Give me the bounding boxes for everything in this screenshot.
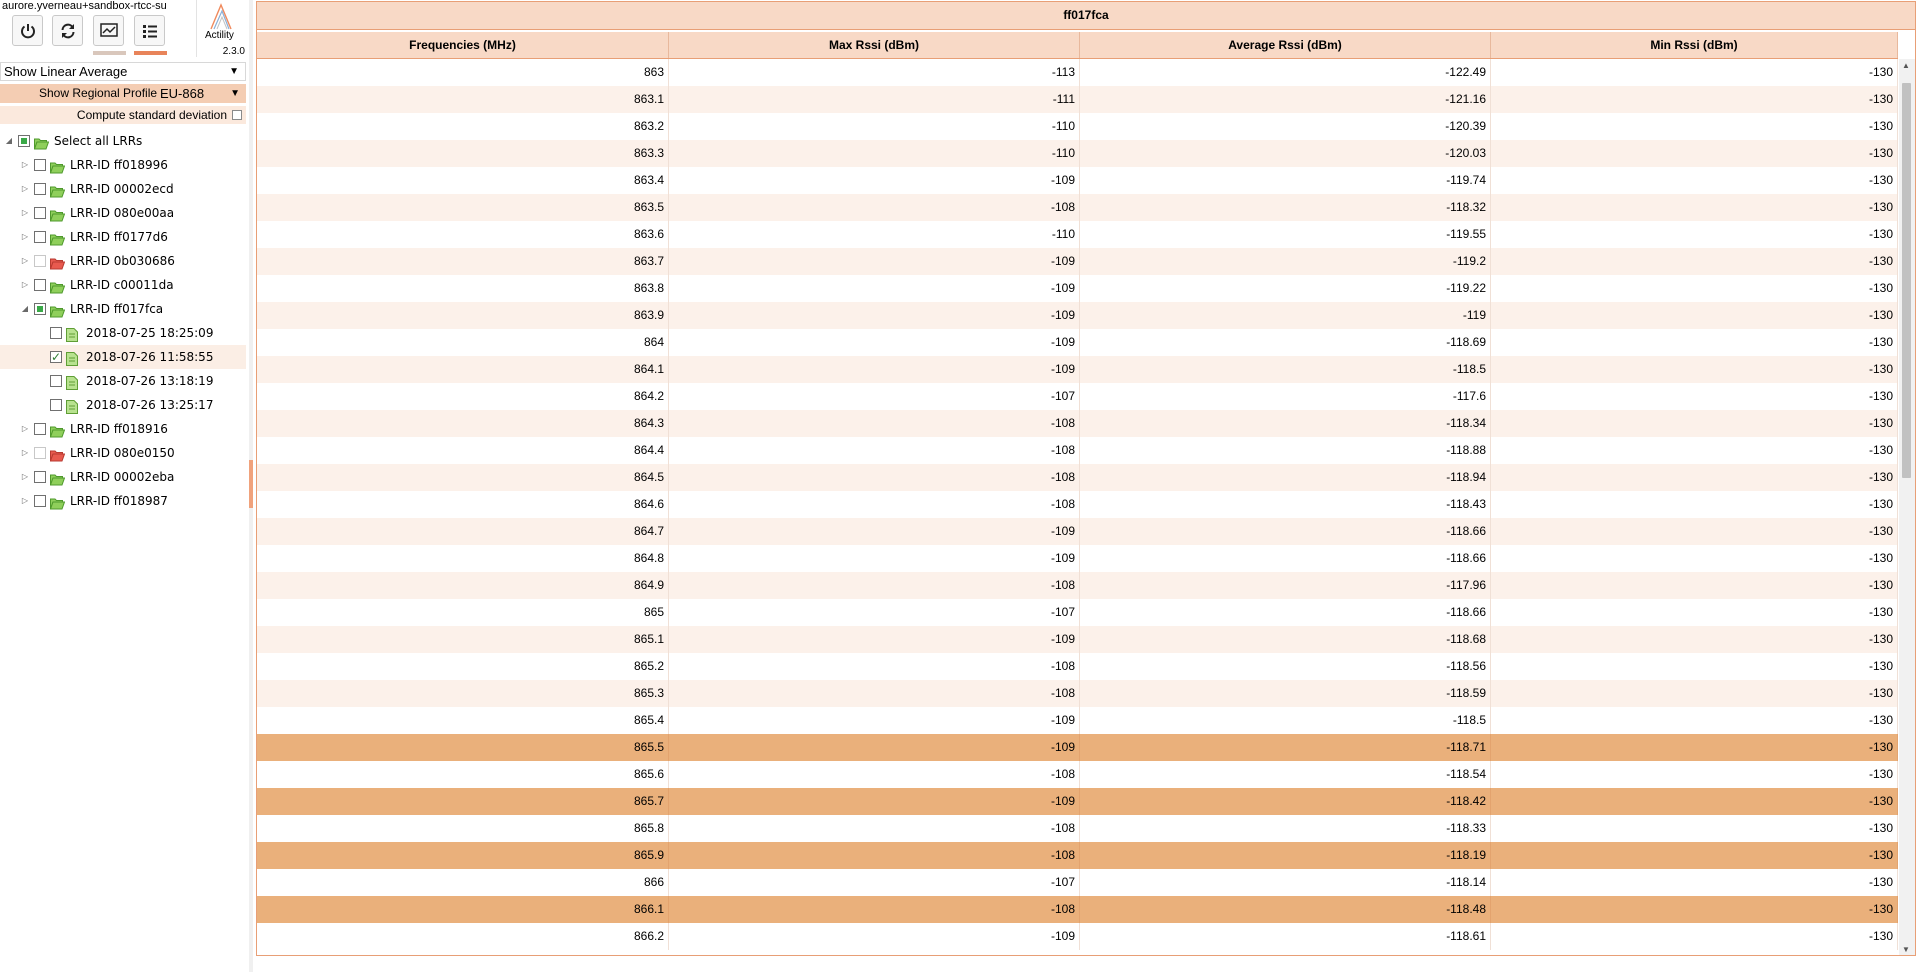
column-header-max-rssi[interactable]: Max Rssi (dBm): [669, 32, 1080, 58]
actility-logo-icon: [207, 2, 237, 32]
tree-node-capture[interactable]: [0, 369, 246, 393]
tree-checkbox[interactable]: [50, 351, 62, 363]
rssi-grid: [256, 1, 1916, 956]
cell-frequency: 865.8: [257, 815, 669, 842]
cell-min-rssi: -130: [1491, 896, 1898, 923]
cell-max-rssi: -109: [669, 626, 1080, 653]
cell-min-rssi: -130: [1491, 842, 1898, 869]
average-mode-value: Show Linear Average: [4, 64, 128, 79]
tree-node-label: LRR-ID 0b030686: [70, 254, 175, 268]
tree-node-lrr[interactable]: [0, 201, 246, 225]
tree-node-label: 2018-07-26 13:18:19: [86, 374, 214, 388]
cell-avg-rssi: -118.43: [1080, 491, 1491, 518]
cell-frequency: 865.5: [257, 734, 669, 761]
cell-frequency: 864.5: [257, 464, 669, 491]
user-name: aurore.yverneau+sandbox-rtcc-su: [2, 0, 167, 12]
table-row[interactable]: [257, 788, 1898, 815]
cell-max-rssi: -108: [669, 842, 1080, 869]
cell-avg-rssi: -122.49: [1080, 59, 1491, 86]
cell-max-rssi: -108: [669, 572, 1080, 599]
cell-min-rssi: -130: [1491, 221, 1898, 248]
cell-max-rssi: -113: [669, 59, 1080, 86]
tree-node-label: LRR-ID ff017fca: [70, 302, 164, 316]
table-row[interactable]: [257, 59, 1898, 86]
cell-max-rssi: -108: [669, 761, 1080, 788]
cell-min-rssi: -130: [1491, 545, 1898, 572]
cell-frequency: 865.3: [257, 680, 669, 707]
cell-min-rssi: -130: [1491, 248, 1898, 275]
table-row[interactable]: [257, 437, 1898, 464]
tree-node-lrr[interactable]: [0, 153, 246, 177]
tree-checkbox[interactable]: [34, 303, 46, 315]
tree-node-label: 2018-07-25 18:25:09: [86, 326, 214, 340]
cell-avg-rssi: -118.88: [1080, 437, 1491, 464]
cell-frequency: 864.6: [257, 491, 669, 518]
cell-frequency: 865: [257, 599, 669, 626]
cell-max-rssi: -110: [669, 221, 1080, 248]
cell-frequency: 864.3: [257, 410, 669, 437]
std-dev-checkbox[interactable]: [232, 110, 242, 120]
cell-avg-rssi: -118.33: [1080, 815, 1491, 842]
cell-min-rssi: -130: [1491, 140, 1898, 167]
cell-min-rssi: -130: [1491, 383, 1898, 410]
cell-frequency: 864.9: [257, 572, 669, 599]
cell-frequency: 863: [257, 59, 669, 86]
cell-avg-rssi: -118.56: [1080, 653, 1491, 680]
cell-avg-rssi: -120.39: [1080, 113, 1491, 140]
collapse-icon[interactable]: ◢: [5, 136, 13, 145]
cell-frequency: 863.7: [257, 248, 669, 275]
cell-max-rssi: -109: [669, 788, 1080, 815]
table-row[interactable]: [257, 896, 1898, 923]
cell-min-rssi: -130: [1491, 815, 1898, 842]
tree-checkbox[interactable]: [34, 183, 46, 195]
cell-max-rssi: -109: [669, 167, 1080, 194]
cell-min-rssi: -130: [1491, 707, 1898, 734]
tree-node-lrr[interactable]: [0, 441, 246, 465]
column-header-avg-rssi[interactable]: Average Rssi (dBm): [1080, 32, 1491, 58]
cell-min-rssi: -130: [1491, 464, 1898, 491]
tree-node-lrr[interactable]: [0, 417, 246, 441]
table-row[interactable]: [257, 518, 1898, 545]
table-row[interactable]: [257, 599, 1898, 626]
table-row[interactable]: [257, 545, 1898, 572]
cell-frequency: 865.7: [257, 788, 669, 815]
tree-checkbox[interactable]: [34, 279, 46, 291]
folder-icon: [50, 494, 65, 518]
cell-min-rssi: -130: [1491, 356, 1898, 383]
refresh-button[interactable]: [52, 15, 83, 46]
left-panel: [0, 0, 248, 972]
table-row[interactable]: [257, 761, 1898, 788]
cell-min-rssi: -130: [1491, 113, 1898, 140]
dropdown-arrow-icon: ▼: [230, 88, 240, 99]
cell-min-rssi: -130: [1491, 86, 1898, 113]
tree-node-label: 2018-07-26 13:25:17: [86, 398, 214, 412]
cell-avg-rssi: -118.5: [1080, 707, 1491, 734]
grid-body: [257, 59, 1898, 950]
std-dev-row: [0, 106, 246, 124]
tree-checkbox[interactable]: [50, 327, 62, 339]
cell-frequency: 866.1: [257, 896, 669, 923]
cell-avg-rssi: -119.74: [1080, 167, 1491, 194]
chart-icon: [100, 23, 118, 39]
tree-node-lrr[interactable]: [0, 273, 246, 297]
table-row[interactable]: [257, 653, 1898, 680]
cell-min-rssi: -130: [1491, 788, 1898, 815]
cell-max-rssi: -111: [669, 86, 1080, 113]
cell-min-rssi: -130: [1491, 734, 1898, 761]
tree-node-label: LRR-ID ff018987: [70, 494, 168, 508]
cell-min-rssi: -130: [1491, 923, 1898, 950]
table-row[interactable]: [257, 86, 1898, 113]
cell-min-rssi: -130: [1491, 869, 1898, 896]
regional-profile-value: EU-868: [160, 86, 205, 101]
cell-frequency: 864.8: [257, 545, 669, 572]
table-row[interactable]: [257, 734, 1898, 761]
scroll-down-icon[interactable]: ▼: [1902, 945, 1910, 954]
cell-min-rssi: -130: [1491, 329, 1898, 356]
tree-node-capture[interactable]: [0, 393, 246, 417]
cell-avg-rssi: -118.66: [1080, 545, 1491, 572]
table-view-button[interactable]: [134, 15, 165, 46]
tree-node-label: 2018-07-26 11:58:55: [86, 350, 214, 364]
table-row[interactable]: [257, 572, 1898, 599]
regional-profile-row: [0, 84, 246, 103]
cell-max-rssi: -109: [669, 923, 1080, 950]
refresh-icon: [59, 22, 77, 40]
cell-max-rssi: -107: [669, 869, 1080, 896]
table-row[interactable]: [257, 464, 1898, 491]
cell-max-rssi: -108: [669, 815, 1080, 842]
cell-frequency: 864.2: [257, 383, 669, 410]
regional-profile-select[interactable]: [160, 85, 244, 102]
cell-frequency: 864: [257, 329, 669, 356]
cell-avg-rssi: -119.2: [1080, 248, 1491, 275]
expand-icon[interactable]: ▷: [21, 472, 29, 481]
cell-frequency: 863.5: [257, 194, 669, 221]
splitter-handle[interactable]: [249, 460, 253, 508]
tree-checkbox[interactable]: [50, 375, 62, 387]
cell-min-rssi: -130: [1491, 167, 1898, 194]
cell-max-rssi: -108: [669, 680, 1080, 707]
cell-max-rssi: -109: [669, 302, 1080, 329]
table-row[interactable]: [257, 302, 1898, 329]
tree-checkbox[interactable]: [34, 495, 46, 507]
cell-avg-rssi: -118.61: [1080, 923, 1491, 950]
tree-checkbox[interactable]: [34, 207, 46, 219]
cell-frequency: 866.2: [257, 923, 669, 950]
cell-frequency: 864.7: [257, 518, 669, 545]
cell-max-rssi: -108: [669, 464, 1080, 491]
cell-frequency: 863.4: [257, 167, 669, 194]
cell-min-rssi: -130: [1491, 653, 1898, 680]
cell-max-rssi: -108: [669, 194, 1080, 221]
app-version: 2.3.0: [222, 46, 245, 57]
table-row[interactable]: [257, 923, 1898, 950]
cell-max-rssi: -108: [669, 896, 1080, 923]
cell-max-rssi: -108: [669, 410, 1080, 437]
cell-min-rssi: -130: [1491, 410, 1898, 437]
tree-node-label: LRR-ID 080e00aa: [70, 206, 175, 220]
chart-view-indicator: [93, 51, 126, 55]
cell-max-rssi: -108: [669, 653, 1080, 680]
cell-avg-rssi: -118.42: [1080, 788, 1491, 815]
table-row[interactable]: [257, 140, 1898, 167]
table-row[interactable]: [257, 491, 1898, 518]
tree-node-lrr[interactable]: [0, 297, 246, 321]
regional-profile-label: Show Regional Profile: [39, 86, 158, 100]
collapse-icon[interactable]: ◢: [21, 304, 29, 313]
cell-avg-rssi: -118.66: [1080, 518, 1491, 545]
tree-checkbox[interactable]: [34, 471, 46, 483]
cell-max-rssi: -109: [669, 248, 1080, 275]
grid-scrollbar[interactable]: [1899, 59, 1915, 956]
cell-avg-rssi: -119.22: [1080, 275, 1491, 302]
table-row[interactable]: [257, 356, 1898, 383]
table-row[interactable]: [257, 221, 1898, 248]
table-row[interactable]: [257, 167, 1898, 194]
tree-node-lrr[interactable]: [0, 489, 246, 513]
table-row[interactable]: [257, 869, 1898, 896]
cell-avg-rssi: -119.55: [1080, 221, 1491, 248]
expand-icon[interactable]: ▷: [21, 160, 29, 169]
scroll-up-icon[interactable]: ▲: [1902, 61, 1910, 70]
tree-node-capture[interactable]: [0, 321, 246, 345]
lrr-tree: [0, 129, 246, 513]
cell-frequency: 863.9: [257, 302, 669, 329]
table-row[interactable]: [257, 329, 1898, 356]
cell-avg-rssi: -118.68: [1080, 626, 1491, 653]
tree-node-label: LRR-ID ff018996: [70, 158, 168, 172]
table-view-indicator: [134, 51, 167, 55]
cell-avg-rssi: -118.69: [1080, 329, 1491, 356]
cell-avg-rssi: -118.71: [1080, 734, 1491, 761]
cell-min-rssi: -130: [1491, 275, 1898, 302]
expand-icon[interactable]: ▷: [21, 280, 29, 289]
cell-frequency: 866: [257, 869, 669, 896]
tree-checkbox[interactable]: [34, 159, 46, 171]
cell-max-rssi: -110: [669, 140, 1080, 167]
cell-avg-rssi: -121.16: [1080, 86, 1491, 113]
list-icon: [141, 22, 159, 40]
tree-checkbox[interactable]: [34, 255, 46, 267]
cell-min-rssi: -130: [1491, 572, 1898, 599]
cell-avg-rssi: -118.34: [1080, 410, 1491, 437]
cell-min-rssi: -130: [1491, 518, 1898, 545]
cell-max-rssi: -110: [669, 113, 1080, 140]
tree-node-capture[interactable]: [0, 345, 246, 369]
table-row[interactable]: [257, 275, 1898, 302]
cell-max-rssi: -107: [669, 599, 1080, 626]
cell-avg-rssi: -120.03: [1080, 140, 1491, 167]
actility-logo: [196, 0, 247, 57]
cell-max-rssi: -109: [669, 734, 1080, 761]
cell-avg-rssi: -118.94: [1080, 464, 1491, 491]
tree-checkbox[interactable]: [18, 135, 30, 147]
expand-icon[interactable]: ▷: [21, 448, 29, 457]
cell-max-rssi: -109: [669, 545, 1080, 572]
cell-frequency: 865.2: [257, 653, 669, 680]
expand-icon[interactable]: ▷: [21, 232, 29, 241]
expand-icon[interactable]: ▷: [21, 496, 29, 505]
tree-node-lrr[interactable]: [0, 249, 246, 273]
cell-frequency: 865.6: [257, 761, 669, 788]
tree-node-label: LRR-ID 00002eba: [70, 470, 175, 484]
cell-avg-rssi: -118.32: [1080, 194, 1491, 221]
logo-name: Actility: [205, 30, 234, 41]
cell-frequency: 865.9: [257, 842, 669, 869]
table-row[interactable]: [257, 626, 1898, 653]
tree-node-lrr[interactable]: [0, 465, 246, 489]
cell-max-rssi: -107: [669, 383, 1080, 410]
tree-checkbox[interactable]: [50, 399, 62, 411]
tree-root[interactable]: [0, 129, 246, 153]
expand-icon[interactable]: ▷: [21, 184, 29, 193]
cell-max-rssi: -108: [669, 437, 1080, 464]
tree-node-label: LRR-ID 00002ecd: [70, 182, 174, 196]
cell-avg-rssi: -118.59: [1080, 680, 1491, 707]
expand-icon[interactable]: ▷: [21, 208, 29, 217]
scroll-thumb[interactable]: [1902, 83, 1911, 478]
cell-frequency: 863.2: [257, 113, 669, 140]
grid-title: ff017fca: [257, 2, 1915, 30]
cell-frequency: 864.4: [257, 437, 669, 464]
tree-node-label: Select all LRRs: [54, 134, 143, 148]
table-row[interactable]: [257, 194, 1898, 221]
cell-max-rssi: -109: [669, 275, 1080, 302]
table-row[interactable]: [257, 707, 1898, 734]
dropdown-arrow-icon: ▼: [229, 66, 239, 77]
power-button[interactable]: [12, 15, 43, 46]
table-row[interactable]: [257, 680, 1898, 707]
cell-avg-rssi: -118.48: [1080, 896, 1491, 923]
power-icon: [19, 22, 37, 40]
tree-checkbox[interactable]: [34, 423, 46, 435]
cell-frequency: 863.1: [257, 86, 669, 113]
chart-view-button[interactable]: [93, 15, 124, 46]
cell-max-rssi: -108: [669, 491, 1080, 518]
cell-min-rssi: -130: [1491, 761, 1898, 788]
cell-max-rssi: -109: [669, 356, 1080, 383]
expand-icon[interactable]: ▷: [21, 424, 29, 433]
cell-min-rssi: -130: [1491, 194, 1898, 221]
cell-min-rssi: -130: [1491, 59, 1898, 86]
column-header-frequency[interactable]: Frequencies (MHz): [257, 32, 669, 58]
expand-icon[interactable]: ▷: [21, 256, 29, 265]
cell-frequency: 865.1: [257, 626, 669, 653]
cell-frequency: 863.3: [257, 140, 669, 167]
cell-avg-rssi: -117.6: [1080, 383, 1491, 410]
cell-avg-rssi: -118.66: [1080, 599, 1491, 626]
table-row[interactable]: [257, 410, 1898, 437]
cell-min-rssi: -130: [1491, 680, 1898, 707]
column-header-min-rssi[interactable]: Min Rssi (dBm): [1491, 32, 1898, 58]
tree-node-lrr[interactable]: [0, 225, 246, 249]
cell-frequency: 865.4: [257, 707, 669, 734]
tree-node-label: LRR-ID c00011da: [70, 278, 174, 292]
tree-node-label: LRR-ID ff018916: [70, 422, 168, 436]
cell-frequency: 863.6: [257, 221, 669, 248]
table-row[interactable]: [257, 383, 1898, 410]
cell-min-rssi: -130: [1491, 599, 1898, 626]
cell-max-rssi: -109: [669, 329, 1080, 356]
grid-header: [257, 32, 1898, 59]
cell-avg-rssi: -118.14: [1080, 869, 1491, 896]
cell-max-rssi: -109: [669, 707, 1080, 734]
table-row[interactable]: [257, 248, 1898, 275]
cell-frequency: 863.8: [257, 275, 669, 302]
cell-max-rssi: -109: [669, 518, 1080, 545]
cell-min-rssi: -130: [1491, 491, 1898, 518]
average-mode-select[interactable]: [0, 62, 246, 81]
cell-avg-rssi: -118.19: [1080, 842, 1491, 869]
cell-avg-rssi: -119: [1080, 302, 1491, 329]
cell-min-rssi: -130: [1491, 437, 1898, 464]
cell-frequency: 864.1: [257, 356, 669, 383]
table-row[interactable]: [257, 842, 1898, 869]
tree-node-label: LRR-ID 080e0150: [70, 446, 175, 460]
tree-checkbox[interactable]: [34, 447, 46, 459]
cell-min-rssi: -130: [1491, 626, 1898, 653]
cell-avg-rssi: -118.5: [1080, 356, 1491, 383]
table-row[interactable]: [257, 113, 1898, 140]
tree-node-lrr[interactable]: [0, 177, 246, 201]
cell-avg-rssi: -117.96: [1080, 572, 1491, 599]
tree-checkbox[interactable]: [34, 231, 46, 243]
tree-node-label: LRR-ID ff0177d6: [70, 230, 168, 244]
std-dev-label: Compute standard deviation: [76, 108, 227, 122]
cell-min-rssi: -130: [1491, 302, 1898, 329]
panel-splitter[interactable]: [249, 0, 253, 972]
cell-avg-rssi: -118.54: [1080, 761, 1491, 788]
table-row[interactable]: [257, 815, 1898, 842]
